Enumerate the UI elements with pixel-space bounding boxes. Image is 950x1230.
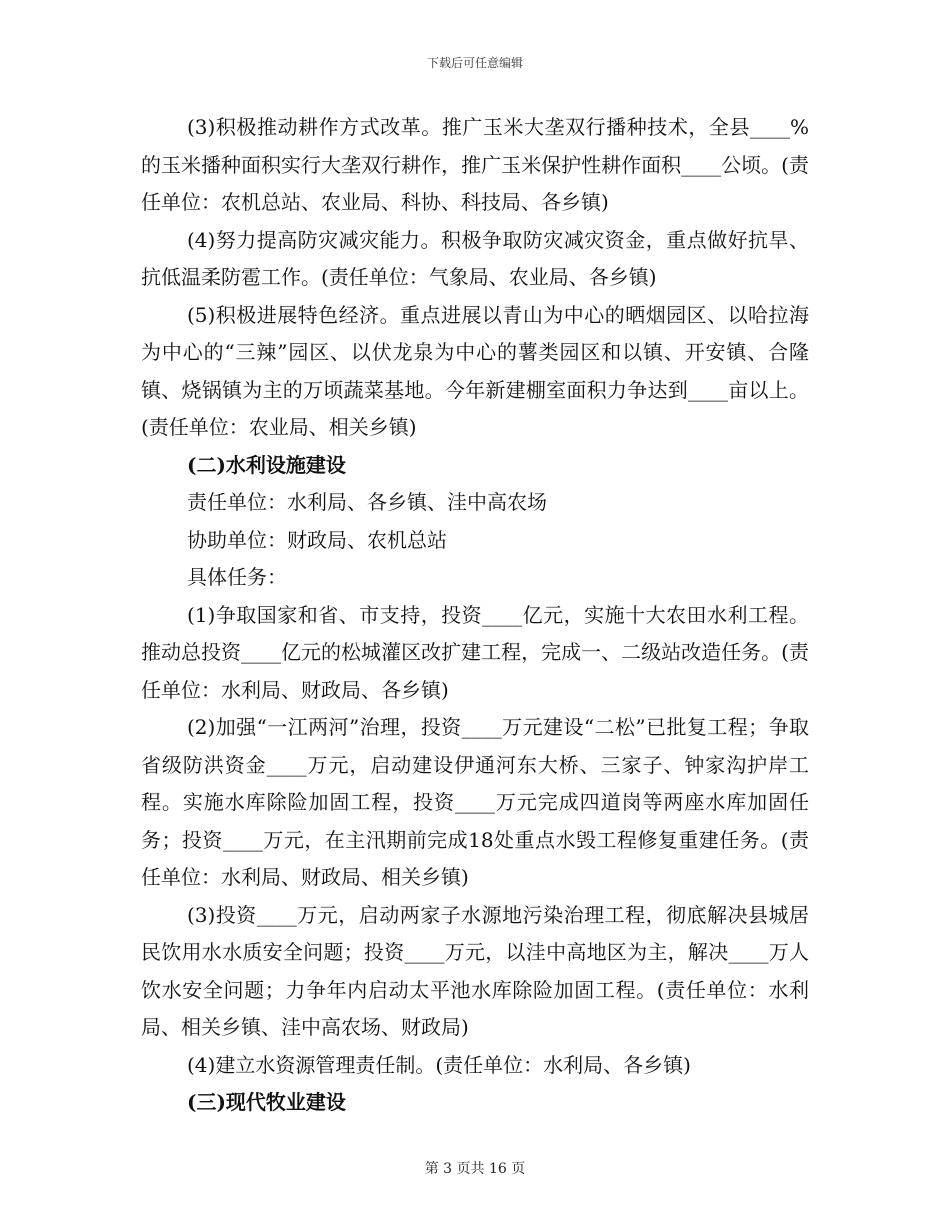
paragraph-water-item-4: (4)建立水资源管理责任制。(责任单位：水利局、各乡镇) — [187, 1052, 691, 1077]
page-footer: 第 3 页共 16 页 — [424, 1161, 526, 1177]
paragraph-item-3-tillage: (3)积极推动耕作方式改革。推广玉米大垄双行播种技术，全县____%的玉米播种面积实行大垄双行耕作，推广玉米保护性耕作面积____公顷。(责任单位：农机总站、农业局、科协、科技局、各乡镇) — [141, 115, 809, 214]
paragraph-assisting-units: 协助单位：财政局、农机总站 — [187, 527, 447, 552]
paragraph-tasks-label: 具体任务： — [187, 565, 287, 589]
paragraph-item-5-economy: (5)积极进展特色经济。重点进展以青山为中心的晒烟园区、以哈拉海为中心的“三辣”园区、以伏龙泉为中心的薯类园区和以镇、开安镇、合隆镇、烧锅镇为主的万顷蔬菜基地。今年新建棚室面积力争达到____亩以上。(责任单位：农业局、相关乡镇) — [141, 302, 809, 439]
paragraph-item-4-disaster: (4)努力提高防灾减灾能力。积极争取防灾减灾资金，重点做好抗旱、抗低温柔防雹工作。(责任单位：气象局、农业局、各乡镇) — [141, 227, 809, 289]
section-heading-water: (二)水利设施建设 — [187, 452, 346, 477]
paragraph-water-item-3: (3)投资____万元，启动两家子水源地污染治理工程，彻底解决县城居民饮用水水质安全问题；投资____万元，以洼中高地区为主，解决____万人饮水安全问题；力争年内启动太平池水库除险加固工程。(责任单位：水利局、相关乡镇、洼中高农场、财政局) — [141, 902, 809, 1039]
paragraph-water-item-1: (1)争取国家和省、市支持，投资____亿元，实施十大农田水利工程。推动总投资____亿元的松城灌区改扩建工程，完成一、二级站改造任务。(责任单位：水利局、财政局、各乡镇) — [141, 602, 809, 702]
paragraph-responsible-units: 责任单位：水利局、各乡镇、洼中高农场 — [187, 490, 547, 514]
section-heading-livestock: (三)现代牧业建设 — [187, 1090, 346, 1114]
paragraph-water-item-2: (2)加强“一江两河”治理，投资____万元建设“二松”已批复工程；争取省级防洪资金____万元，启动建设伊通河东大桥、三家子、钟家沟护岸工程。实施水库除险加固工程，投资____万元完成四道岗等两座水库加固任务；投资____万元，在主汛期前完成18处重点水毁工程修复重建任务。(责任单位：水利局、财政局、相关乡镇) — [141, 715, 809, 889]
page-header: 下载后可任意编辑 — [426, 56, 523, 70]
document-body — [141, 109, 809, 1122]
